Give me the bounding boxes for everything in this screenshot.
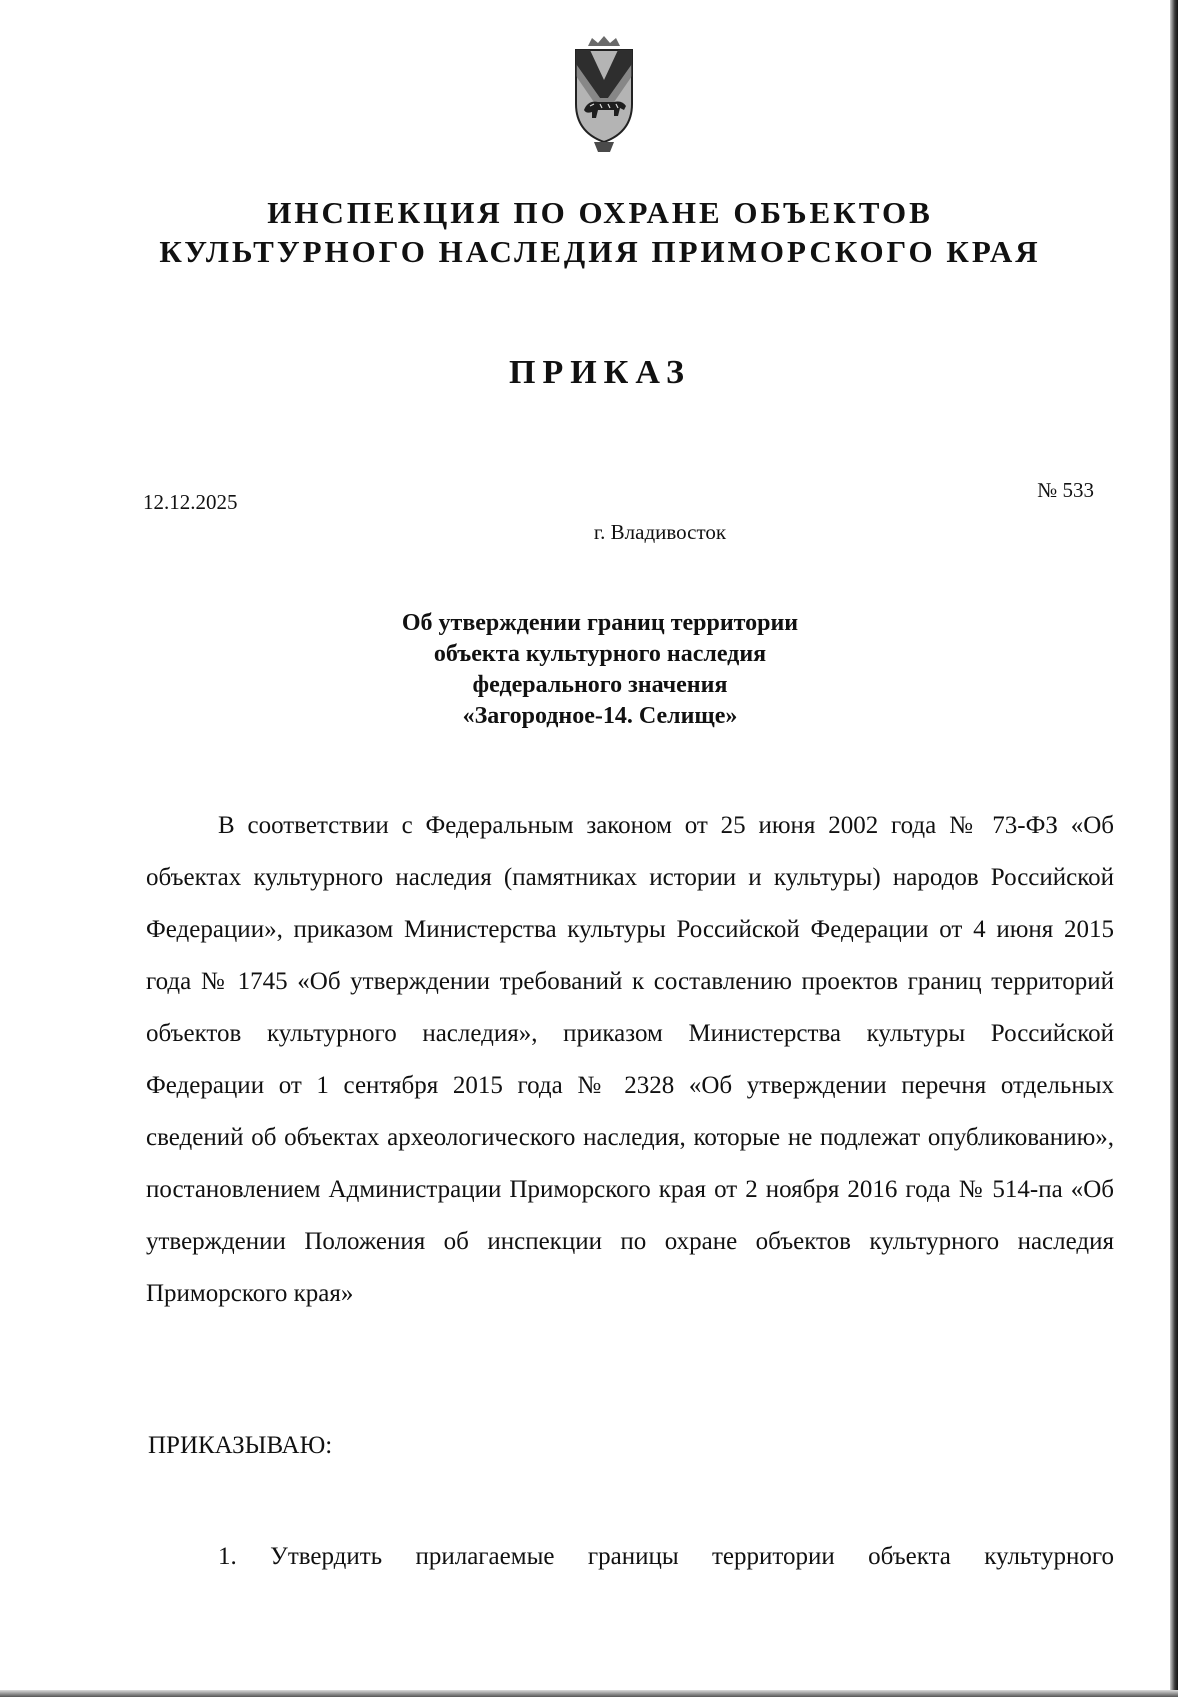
subject-line: «Загородное-14. Селище» — [462, 703, 738, 729]
organization-name-line-1: ИНСПЕКЦИЯ ПО ОХРАНЕ ОБЪЕКТОВ — [267, 195, 933, 230]
order-item-1: 1. Утвердить прилагаемые границы территории объекта культурного — [218, 1543, 1114, 1570]
coat-of-arms-emblem — [568, 36, 640, 154]
page-edge-shadow-bottom — [0, 1690, 1178, 1697]
city-location: г. Владивосток — [593, 520, 727, 544]
order-date: 12.12.2025 — [143, 490, 238, 514]
organization-name-line-2: КУЛЬТУРНОГО НАСЛЕДИЯ ПРИМОРСКОГО КРАЯ — [159, 234, 1041, 269]
order-number: № 533 — [1037, 478, 1094, 502]
order-subject — [340, 608, 860, 732]
subject-line: Об утверждении границ территории — [401, 610, 799, 636]
subject-line: объекта культурного наследия — [433, 641, 767, 667]
page-edge-shadow — [1170, 0, 1178, 1697]
preamble-paragraph: В соответствии с Федеральным законом от 25 июня 2002 года № 73-ФЗ «Об объектах культурного наследия (памятниках истории и культуры) народов Российской Федерации», приказом Министерства культуры Российской Федерации от 4 июня 2015 года № 1745 «Об утверждении требований к составлению проектов границ территорий объектов культурного наследия», приказом Министерства культуры Российской Федерации от 1 сентября 2015 года № 2328 «Об утверждении перечня отдельных сведений об объектах археологического наследия, которые не подлежат опубликованию», постановлением Администрации Приморского края от 2 ноября 2016 года № 514-па «Об утверждении Положения об инспекции по охране объектов культурного наследия Приморского края» — [146, 812, 1114, 1307]
order-directive-word: ПРИКАЗЫВАЮ: — [148, 1432, 333, 1459]
document-type-title: ПРИКАЗ — [509, 354, 691, 391]
subject-line: федерального значения — [472, 672, 728, 698]
